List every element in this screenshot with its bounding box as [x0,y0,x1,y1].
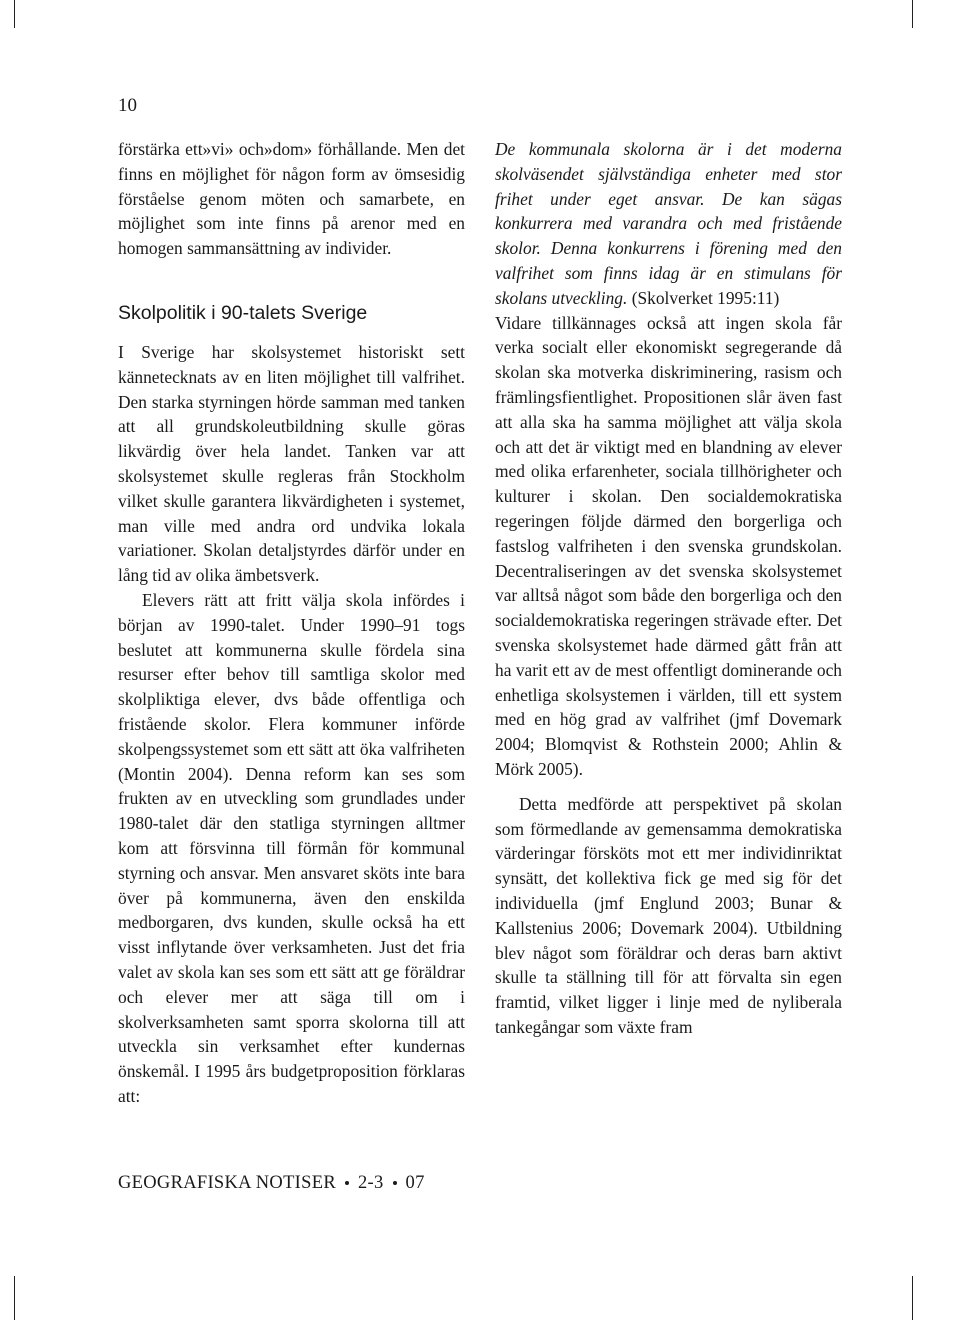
quote-citation: (Skolverket 1995:11) [631,287,780,308]
issue-number: 2-3 [357,1173,384,1193]
running-footer [118,1171,425,1195]
quote-text: De kommunala skolorna är i det moderna skolväsendet självständiga enheter med stor frihet under eget ansvar. De kan sägas konkurrera med varandra och med fristående skolor. Denna konkurrens i förening med den valfrihet som finns idag är en stimulans för skolans utveckling. [495,139,842,308]
body-paragraph-1: I Sverige har skolsystemet historiskt sett kännetecknats av en liten möjlighet till valfrihet. Den starka styrningen hörde samman med tanken att all grundskoleutbildning skulle göras likvärdig över hela landet. Tanken var att skolsystemet skulle regleras från Stockholm vilket skulle garantera likvärdigheten i systemet, man ville med andra ord undvika lokala variationer. Skolan detaljstyrdes därför under en lång tid av olika ämbetsverk. [118,341,465,586]
section-heading: Skolpolitik i 90-talets Sverige [118,301,368,324]
body-paragraph-3: Vidare tillkännages också att ingen skola får verka socialt eller ekonomiskt segregerande då skolan ska motverka diskriminering, rasism och främlingsfientlighet. Propositionen slår även fast att alla ska ha samma möjlighet att välja skola och att det är viktigt med en blandning av elever med olika erfarenheter, sociala tillhörigheter och kulturer i skolan. Den socialdemokratiska regeringen följde därmed den borgerliga och fastslog valfriheten i den svenska grundskolan. Decentraliseringen av det svenska skolsystemet var alltså något som både den borgerliga och den socialdemokratiska regeringen strävade efter. Det svenska skolsystemet hade därmed gått från att ha varit ett av de mest offentligt dominerande och enhetliga skolsystemen i världen, till ett system med en hög grad av valfrihet (jmf Dovemark 2004; Blomqvist & Rothstein 2000; Ahlin & Mörk 2005). [495,312,842,779]
journal-name: GEOGRAFISKA NOTISER [118,1173,336,1193]
separator-dot [345,1181,349,1185]
separator-dot [393,1181,397,1185]
crop-mark-bottom-right [912,1276,913,1320]
crop-mark-top-right [912,0,913,28]
block-quote [495,137,842,311]
left-column [118,137,465,1109]
body-paragraph-4: Detta medförde att perspektivet på skolan som förmedlande av gemensamma demokratiska värderingar försköts mot ett mer individinriktat synsätt, det kollektiva fick ge med sig för det individuella (jmf Englund 2003; Bunar & Kallstenius 2006; Dovemark 2004). Utbildning blev något som föräldrar och deras barn aktivt skulle ta ställning till för att förvalta sin egen framtid, vilket ligger i linje med de nyliberala tankegångar som växte fram [495,793,842,1037]
issue-year: 07 [405,1173,425,1193]
crop-mark-bottom-left [14,1276,15,1320]
intro-paragraph: förstärka ett»vi» och»dom» förhållande. Men det finns en möjlighet för någon form av ömsesidig förståelse genom möten och samarbete, en möjlighet som inte finns på arenor med en homogen sammansättning av individer. [118,139,465,259]
page-number: 10 [118,95,137,116]
body-paragraph-2: Elevers rätt att fritt välja skola infördes i början av 1990-talet. Under 1990–91 togs beslutet att kommunerna skulle fördela sina resurser efter behov till samtliga skolor med skolpliktiga elever, dvs både offentliga och fristående skolor. Flera kommuner införde skolpengssystemet som ett sätt att öka valfriheten (Montin 2004). Denna reform kan ses som frukten av en utveckling som grundlades under 1980-talet där den statliga styrningen alltmer kom att försvinna till förmån för kommunal styrning och ansvar. Men ansvaret sköts inte bara över på kommunerna, även den enskilda medborgaren, dvs kunden, skulle också ha ett visst inflytande över verksamheten. Just det fria valet av skola kan ses som ett sätt att ge föräldrar och elever mer att säga till om i skolverksamheten samt sporra skolorna till att utveckla sin verksamhet efter kundernas önskemål. I 1995 års budgetproposition förklaras att: [118,589,465,1106]
crop-mark-top-left [14,0,15,28]
right-column [495,137,842,1040]
